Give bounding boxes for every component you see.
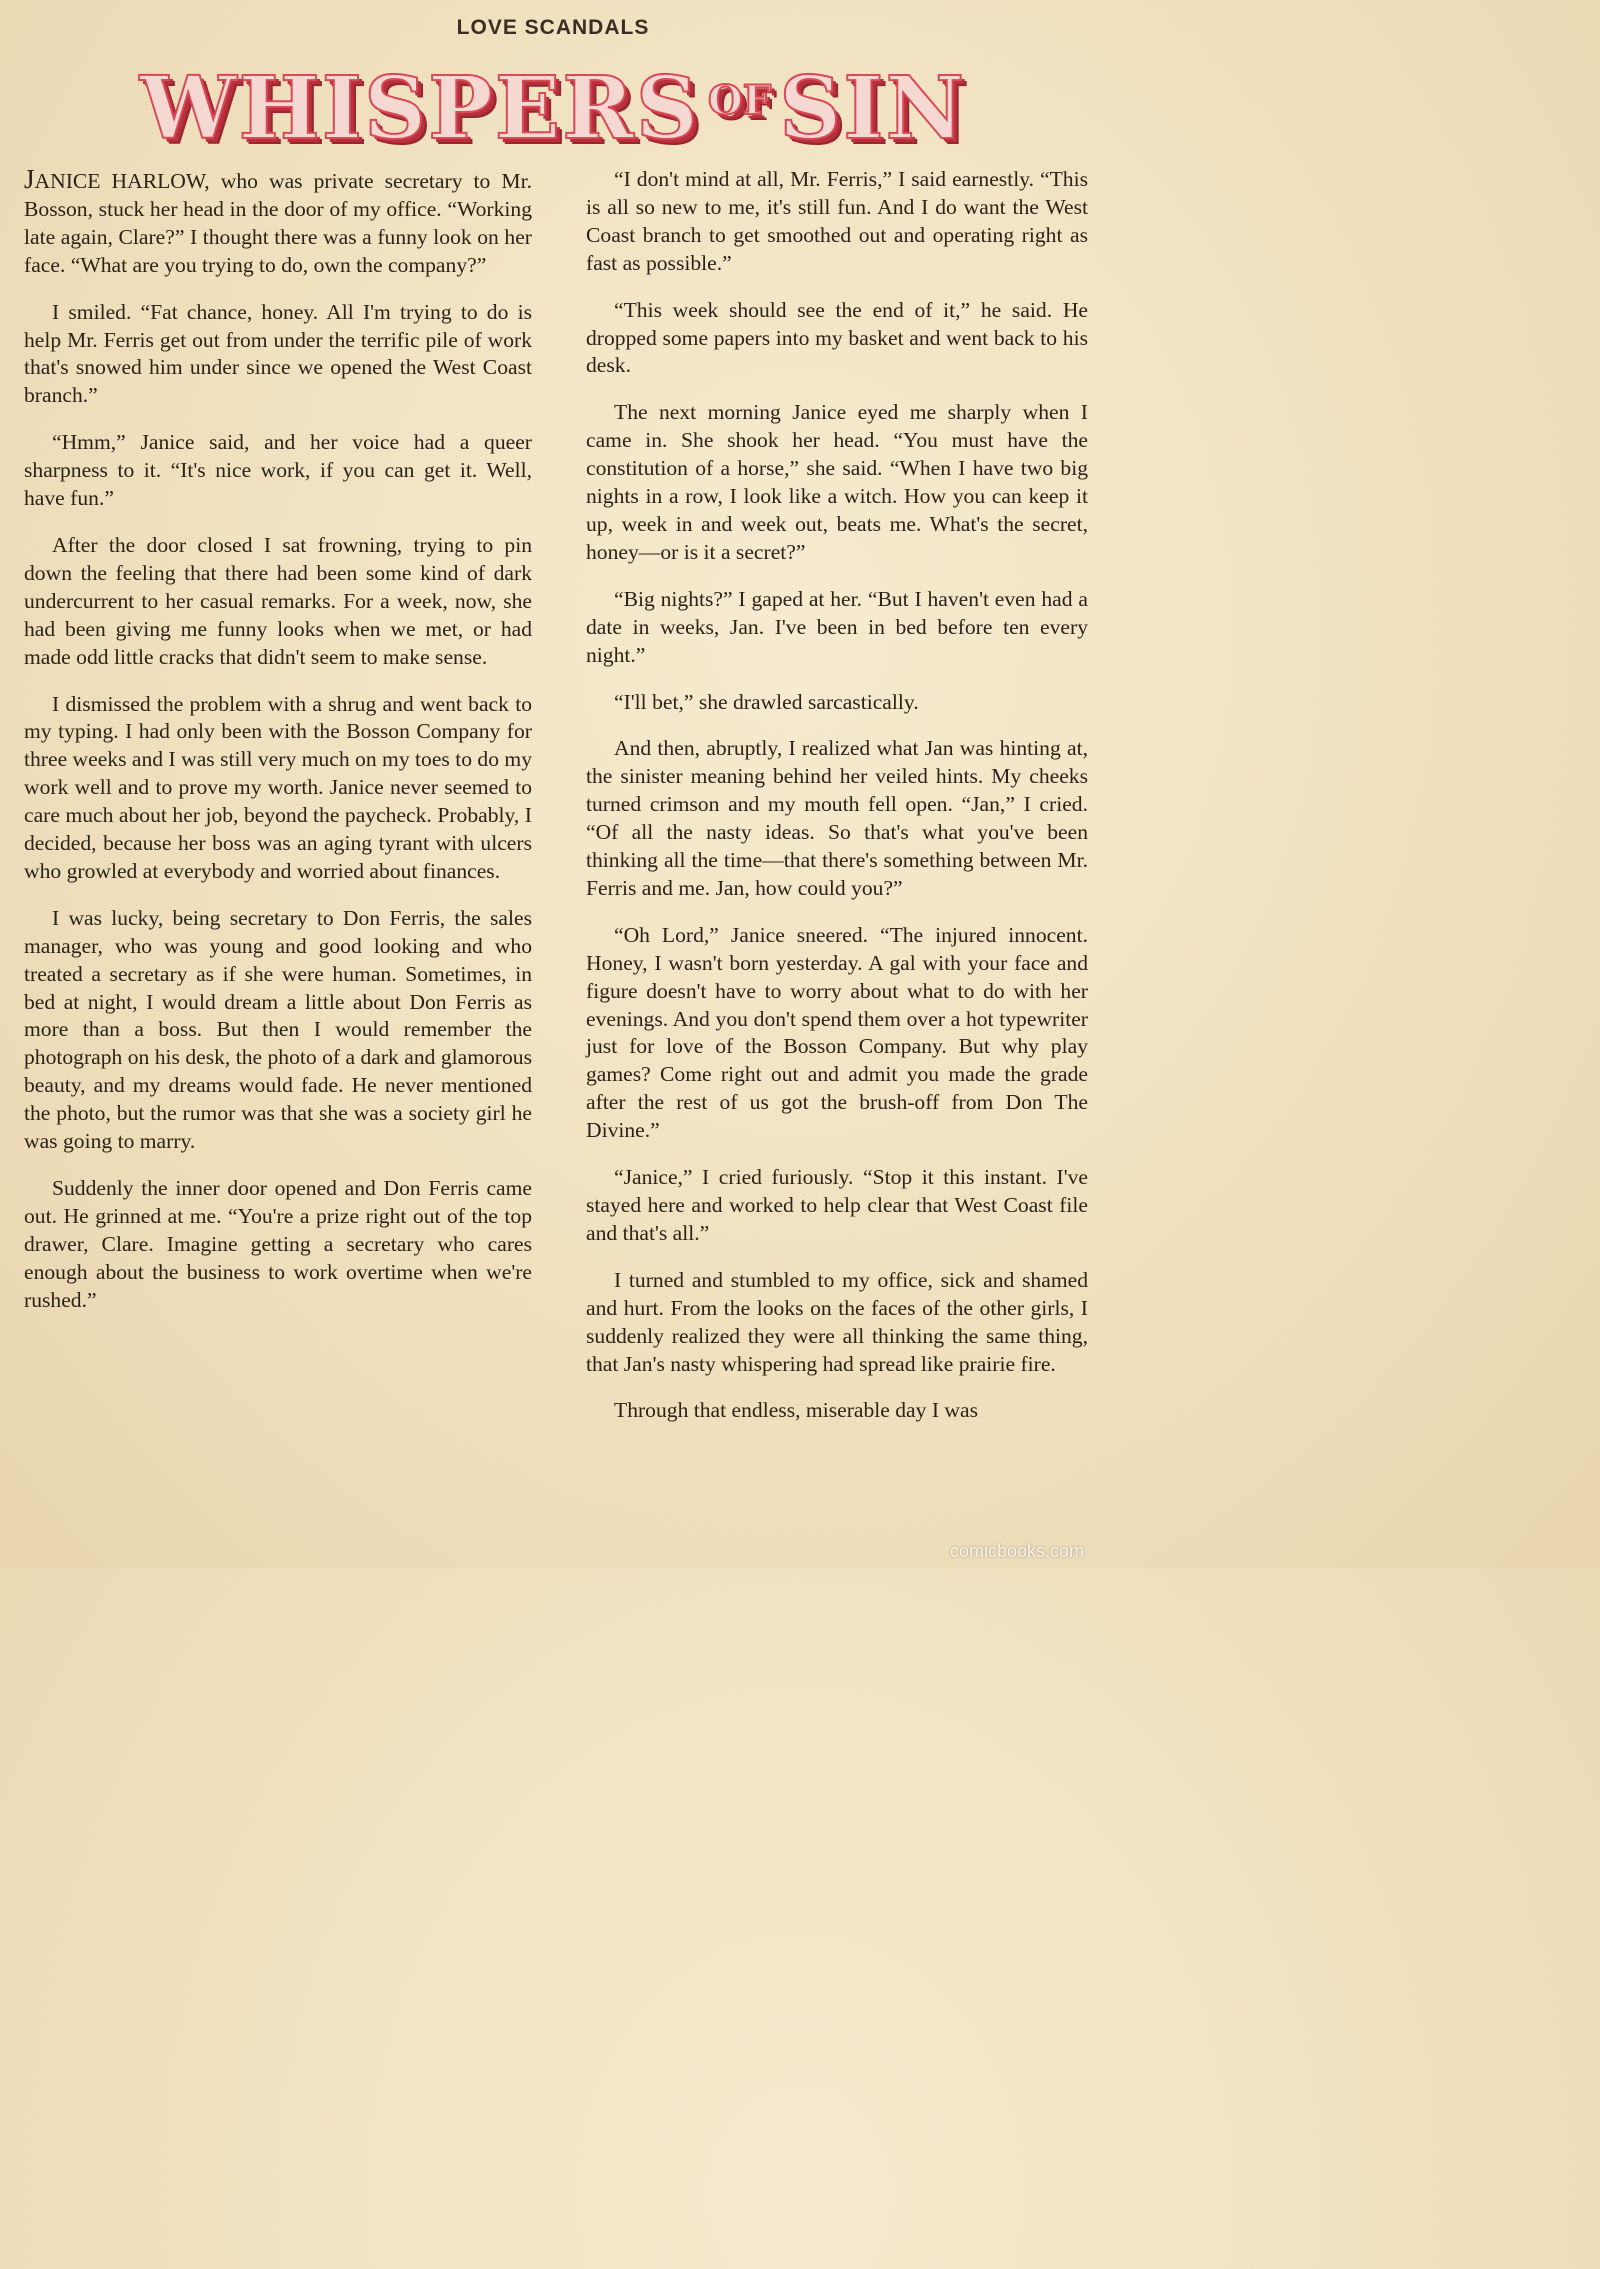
paragraph: And then, abruptly, I realized what Jan was hinting at, the sinister meaning behind her veiled hints. My cheeks turned crimson and my mouth fell open. “Jan,” I cried. “Of all the nasty ideas. So that's what you've been thinking all the time—that there's something between Mr. Ferris and me. Jan, how could you?” [586, 736, 1088, 900]
paragraph: “Oh Lord,” Janice sneered. “The injured innocent. Honey, I wasn't born yesterday. A gal with your face and figure doesn't have to worry about what to do with her evenings. And you don't spend them over a hot typewriter just for love of the Bosson Company. But why play games? Come right out and admit you made the grade after the rest of us got the brush-off from Don The Divine.” [586, 922, 1088, 1143]
paragraph: I turned and stumbled to my office, sick and shamed and hurt. From the looks on the faces of the other girls, I suddenly realized they were all thinking the same thing, that Jan's nasty whispering had spread like prairie fire. [586, 1267, 1088, 1376]
paragraph-text: ANICE HARLOW, who was private secretary to Mr. Bosson, stuck her head in the door of my office. “Working late again, Clare?” I thought there was a funny look on her face. “What are you trying to do, own the company?” [24, 169, 532, 277]
paragraph: After the door closed I sat frowning, trying to pin down the feeling that there had been some kind of dark undercurrent to her casual remarks. For a week, now, she had been giving me funny looks when we met, or had made odd little cracks that didn't seem to make sense. [24, 532, 532, 669]
paragraph: The next morning Janice eyed me sharply when I came in. She shook her head. “You must have the constitution of a horse,” she said. “When I have two big nights in a row, I look like a witch. How you can keep it up, week in and week out, beats me. What's the secret, honey—or is it a secret?” [586, 400, 1088, 564]
drop-initial: J [24, 164, 35, 194]
story-title [0, 58, 1106, 170]
paragraph [24, 166, 532, 280]
paragraph: Suddenly the inner door opened and Don Ferris came out. He grinned at me. “You're a prize right out of the top drawer, Clare. Imagine getting a secretary who cares enough about the business to work overtime when we're rushed.” [24, 1176, 532, 1312]
left-text-column [24, 166, 532, 1334]
paragraph: “This week should see the end of it,” he said. He dropped some papers into my basket and went back to his desk. [586, 297, 1088, 378]
right-text-column [586, 166, 1088, 1444]
paragraph: “I don't mind at all, Mr. Ferris,” I said earnestly. “This is all so new to me, it's still fun. And I do want the West Coast branch to get smoothed out and operating right as fast as possible.” [586, 167, 1088, 275]
running-head: LOVE SCANDALS [456, 16, 650, 39]
title-word-sin: SIN [779, 58, 967, 159]
paragraph: “I'll bet,” she drawled sarcastically. [614, 689, 919, 714]
paragraph: I smiled. “Fat chance, honey. All I'm trying to do is help Mr. Ferris get out from under the terrific pile of work that's snowed him under since we opened the West Coast branch.” [24, 299, 532, 408]
title-word-whispers: WHISPERS [139, 58, 700, 159]
paragraph: “Hmm,” Janice said, and her voice had a queer sharpness to it. “It's nice work, if you can get it. Well, have fun.” [24, 430, 532, 511]
paragraph: “Janice,” I cried furiously. “Stop it this instant. I've stayed here and worked to help clear that West Coast file and that's all.” [586, 1165, 1088, 1245]
title-word-of: OF [707, 77, 772, 124]
paragraph: Through that endless, miserable day I was [614, 1398, 978, 1423]
paragraph: I dismissed the problem with a shrug and went back to my typing. I had only been with the Bosson Company for three weeks and I was still very much on my toes to do my work well and to prove my worth. Janice never seemed to care much about her job, beyond the paycheck. Probably, I decided, because her boss was an aging tyrant with ulcers who growled at everybody and worried about finances. [24, 691, 532, 883]
paragraph: “Big nights?” I gaped at her. “But I haven't even had a date in weeks, Jan. I've been in bed before ten every night.” [586, 586, 1088, 667]
watermark: comicbooks.com [949, 1541, 1084, 1561]
paragraph: I was lucky, being secretary to Don Ferris, the sales manager, who was young and good looking and who treated a secretary as if she were human. Sometimes, in bed at night, I would dream a little about Don Ferris as more than a boss. But then I would remember the photograph on his desk, the photo of a dark and glamorous beauty, and my dreams would fade. He never mentioned the photo, but the rumor was that she was a society girl he was going to marry. [24, 905, 532, 1154]
